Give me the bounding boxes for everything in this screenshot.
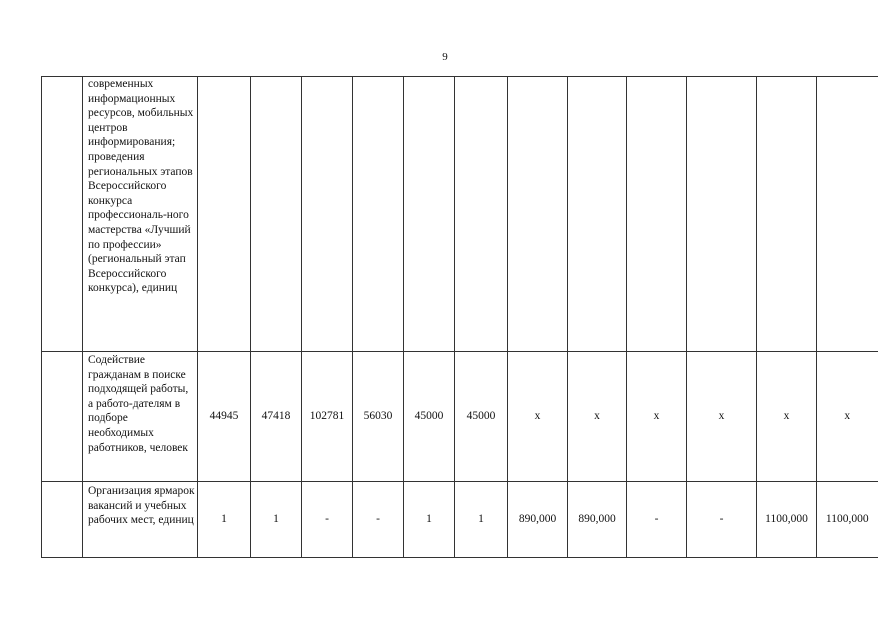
value-cell: 1100,000 [817,482,878,558]
value-cell: 102781 [302,352,353,482]
number-cell [42,482,83,558]
value-cell: - [302,482,353,558]
table-row [42,482,878,558]
value-cell: 47418 [251,352,302,482]
value-cell: 890,000 [568,482,627,558]
value-cell [455,77,508,352]
value-cell [251,77,302,352]
value-cell [757,77,817,352]
value-cell: 1 [198,482,251,558]
value-cell: 1100,000 [757,482,817,558]
value-cell: 45000 [404,352,455,482]
value-cell [627,77,687,352]
value-cell [302,77,353,352]
number-cell [42,352,83,482]
value-cell [508,77,568,352]
value-cell: x [568,352,627,482]
value-cell: x [687,352,757,482]
value-cell: 1 [455,482,508,558]
value-cell [687,77,757,352]
value-cell: 45000 [455,352,508,482]
value-cell [198,77,251,352]
value-cell [568,77,627,352]
value-cell [817,77,878,352]
value-cell: - [687,482,757,558]
page-number: 9 [442,51,448,63]
number-cell [42,77,83,352]
value-cell: x [817,352,878,482]
value-cell [353,77,404,352]
value-cell: 1 [251,482,302,558]
value-cell: x [508,352,568,482]
value-cell: 890,000 [508,482,568,558]
description-cell: Содействие гражданам в поиске подходящей работы, а работо-дателям в подборе необходимых работников, человек [83,352,198,482]
value-cell: - [353,482,404,558]
value-cell: 1 [404,482,455,558]
value-cell: 56030 [353,352,404,482]
value-cell: - [627,482,687,558]
table-row [42,352,878,482]
value-cell: x [627,352,687,482]
description-cell: современных информационных ресурсов, мобильных центров информирования; проведения региональных этапов Всероссийского конкурса профессиональ-ного мастерства «Лучший по профессии» (региональный этап Всероссийского конкурса), единиц [83,77,198,352]
data-table [41,76,878,558]
table-row [42,77,878,352]
value-cell [404,77,455,352]
value-cell: x [757,352,817,482]
description-cell: Организация ярмарок вакансий и учебных рабочих мест, единиц [83,482,198,558]
value-cell: 44945 [198,352,251,482]
